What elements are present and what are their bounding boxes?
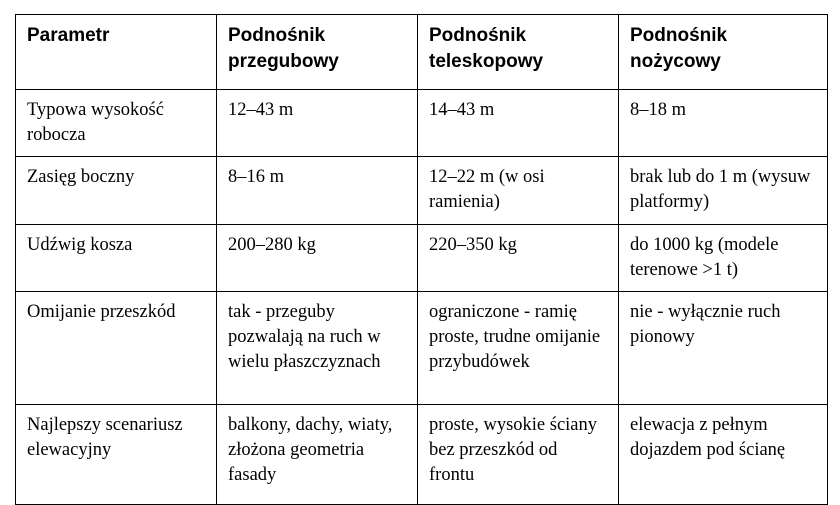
table-cell: 12–43 m [217, 90, 418, 157]
lift-comparison-table [15, 14, 828, 505]
comparison-table-container [15, 14, 828, 505]
table-cell: 220–350 kg [418, 225, 619, 292]
table-cell: 8–18 m [619, 90, 828, 157]
table-row-basket-capacity [16, 225, 828, 292]
table-cell: proste, wysokie ściany bez przeszkód od frontu [418, 405, 619, 505]
table-cell: do 1000 kg (modele terenowe >1 t) [619, 225, 828, 292]
table-cell: 200–280 kg [217, 225, 418, 292]
row-label: Udźwig kosza [16, 225, 217, 292]
table-cell: 8–16 m [217, 157, 418, 225]
header-articulated-lift: Podnośnik przegubowy [217, 15, 418, 90]
row-label: Omijanie przeszkód [16, 292, 217, 405]
header-telescopic-lift: Podnośnik teleskopowy [418, 15, 619, 90]
header-scissor-lift: Podnośnik nożycowy [619, 15, 828, 90]
table-cell: 12–22 m (w osi ramienia) [418, 157, 619, 225]
table-cell: balkony, dachy, wiaty, złożona geometria fasady [217, 405, 418, 505]
table-cell: tak - przeguby pozwalają na ruch w wielu płaszczyznach [217, 292, 418, 405]
table-cell: brak lub do 1 m (wysuw platformy) [619, 157, 828, 225]
table-header-row [16, 15, 828, 90]
table-cell: nie - wyłącznie ruch pionowy [619, 292, 828, 405]
table-cell: ograniczone - ramię proste, trudne omijanie przybudówek [418, 292, 619, 405]
table-row-obstacle-avoidance [16, 292, 828, 405]
table-cell: 14–43 m [418, 90, 619, 157]
table-row-side-reach [16, 157, 828, 225]
table-row-best-scenario [16, 405, 828, 505]
header-parameter: Parametr [16, 15, 217, 90]
row-label: Zasięg boczny [16, 157, 217, 225]
table-cell: elewacja z pełnym dojazdem pod ścianę [619, 405, 828, 505]
row-label: Najlepszy scenariusz elewacyjny [16, 405, 217, 505]
table-row-working-height [16, 90, 828, 157]
row-label: Typowa wysokość robocza [16, 90, 217, 157]
